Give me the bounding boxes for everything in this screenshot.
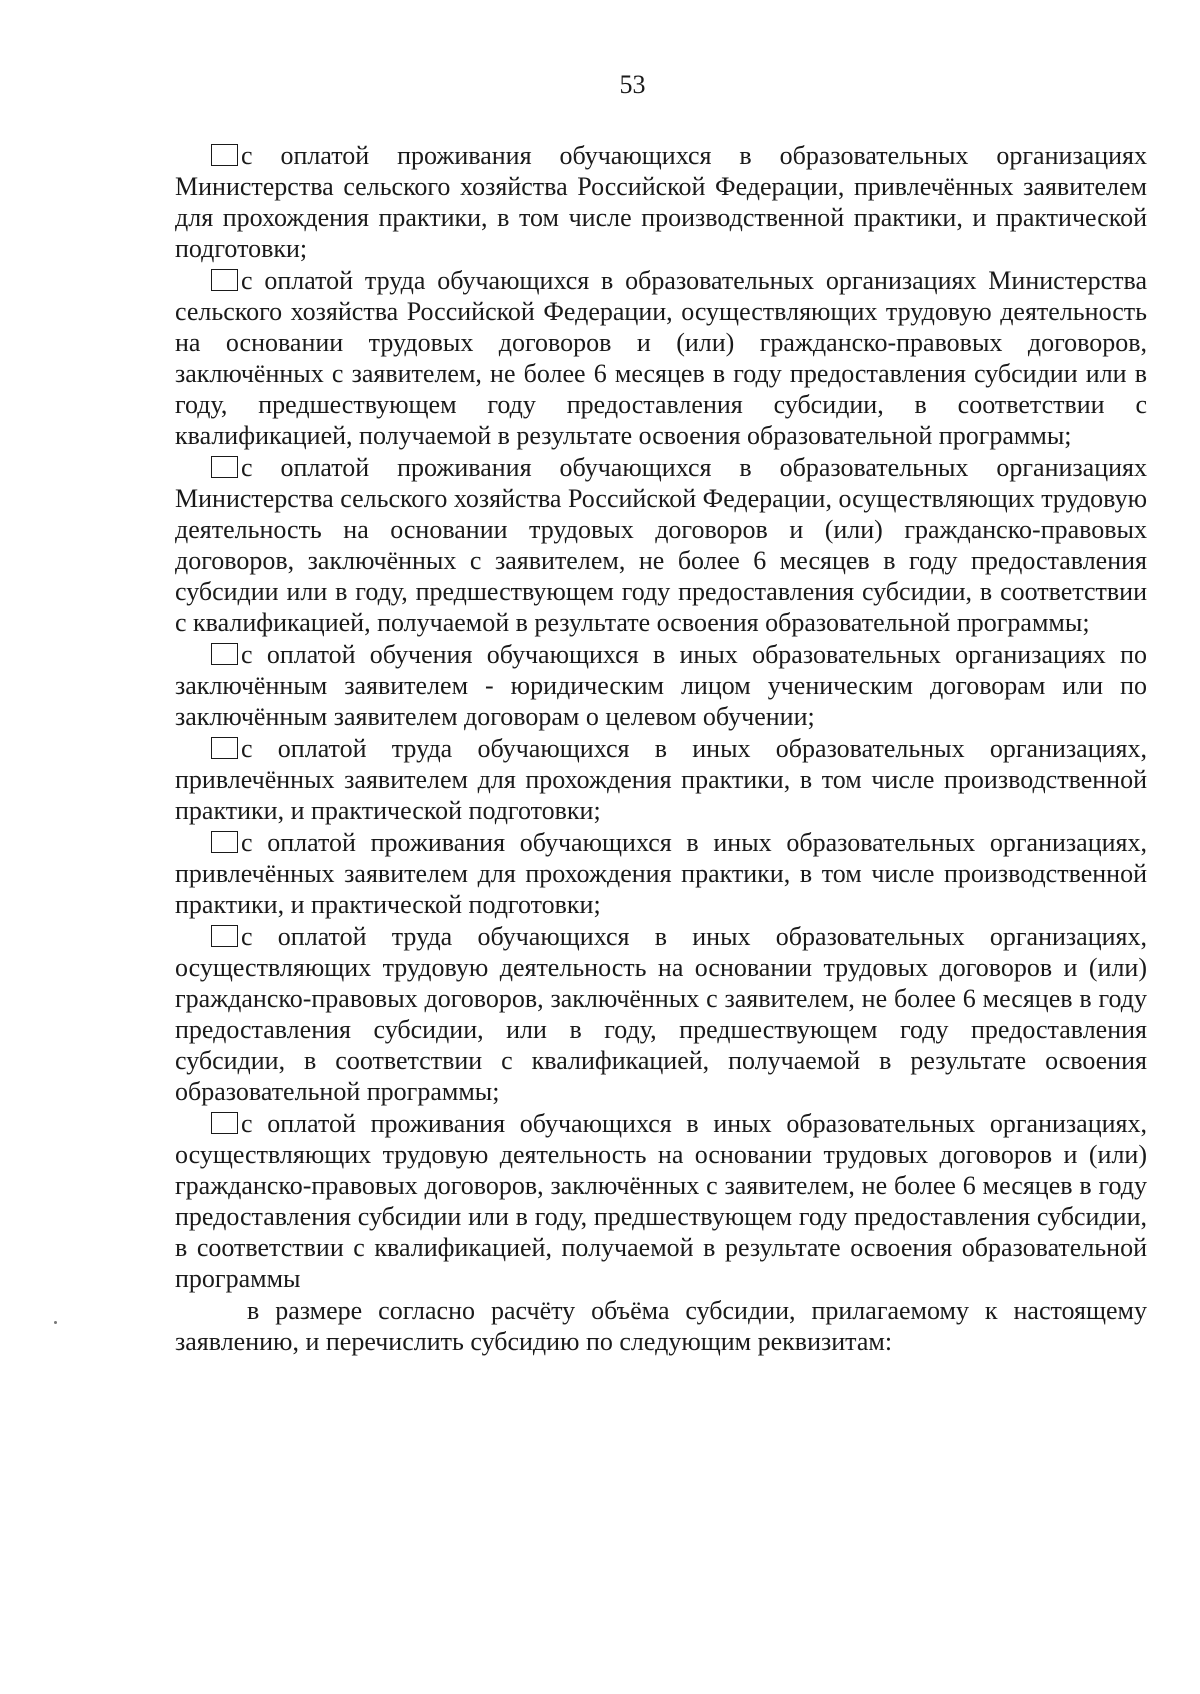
checkbox[interactable] — [211, 456, 238, 478]
checkbox[interactable] — [211, 925, 238, 947]
scan-speck — [54, 1321, 57, 1324]
checkbox[interactable] — [211, 737, 238, 759]
option-paragraph — [175, 921, 1147, 1107]
checkbox[interactable] — [211, 144, 238, 166]
document-body — [175, 140, 1147, 1357]
option-paragraph — [175, 265, 1147, 451]
page-number: 53 — [619, 70, 646, 99]
option-text: с оплатой труда обучающихся в образовательных организациях Министерства сельского хозяйства Российской Федерации, осуществляющих трудовую деятельность на основании трудовых договоров и (или) гражданско-правовых договоров, заключённых с заявителем, не более 6 месяцев в году предоставления субсидии или в году, предшествующем году предоставления субсидии, в соответствии с квалификацией, получаемой в результате освоения образовательной программы; — [175, 266, 1147, 450]
option-paragraph — [175, 827, 1147, 920]
checkbox[interactable] — [211, 269, 238, 291]
option-paragraph — [175, 733, 1147, 826]
option-paragraph — [175, 1108, 1147, 1294]
option-paragraph — [175, 452, 1147, 638]
option-text: с оплатой труда обучающихся в иных образовательных организациях, привлечённых заявителем для прохождения практики, в том числе производственной практики, и практической подготовки; — [175, 734, 1147, 825]
option-text: с оплатой проживания обучающихся в иных образовательных организациях, привлечённых заявителем для прохождения практики, в том числе производственной практики, и практической подготовки; — [175, 828, 1147, 919]
option-text: с оплатой обучения обучающихся в иных образовательных организациях по заключённым заявителем - юридическим лицом ученическим договорам или по заключённым заявителем договорам о целевом обучении; — [175, 640, 1147, 731]
option-paragraph — [175, 639, 1147, 732]
option-text: с оплатой проживания обучающихся в иных образовательных организациях, осуществляющих трудовую деятельность на основании трудовых договоров и (или) гражданско-правовых договоров, заключённых с заявителем, не более 6 месяцев в году предоставления субсидии или в году, предшествующем году предоставления субсидии, в соответствии с квалификацией, получаемой в результате освоения образовательной программы — [175, 1109, 1147, 1293]
option-text: с оплатой труда обучающихся в иных образовательных организациях, осуществляющих трудовую деятельность на основании трудовых договоров и (или) гражданско-правовых договоров, заключённых с заявителем, не более 6 месяцев в году предоставления субсидии, или в году, предшествующем году предоставления субсидии, в соответствии с квалификацией, получаемой в результате освоения образовательной программы; — [175, 922, 1147, 1106]
checkbox[interactable] — [211, 1112, 238, 1134]
checkbox[interactable] — [211, 643, 238, 665]
checkbox[interactable] — [211, 831, 238, 853]
option-text: с оплатой проживания обучающихся в образовательных организациях Министерства сельского хозяйства Российской Федерации, привлечённых заявителем для прохождения практики, в том числе производственной практики, и практической подготовки; — [175, 141, 1147, 263]
option-text: с оплатой проживания обучающихся в образовательных организациях Министерства сельского хозяйства Российской Федерации, осуществляющих трудовую деятельность на основании трудовых договоров и (или) гражданско-правовых договоров, заключённых с заявителем, не более 6 месяцев в году предоставления субсидии или в году, предшествующем году предоставления субсидии, в соответствии с квалификацией, получаемой в результате освоения образовательной программы; — [175, 453, 1147, 637]
closing-paragraph: в размере согласно расчёту объёма субсидии, прилагаемому к настоящему заявлению, и перечислить субсидию по следующим реквизитам: — [175, 1296, 1147, 1356]
option-paragraph — [175, 140, 1147, 264]
